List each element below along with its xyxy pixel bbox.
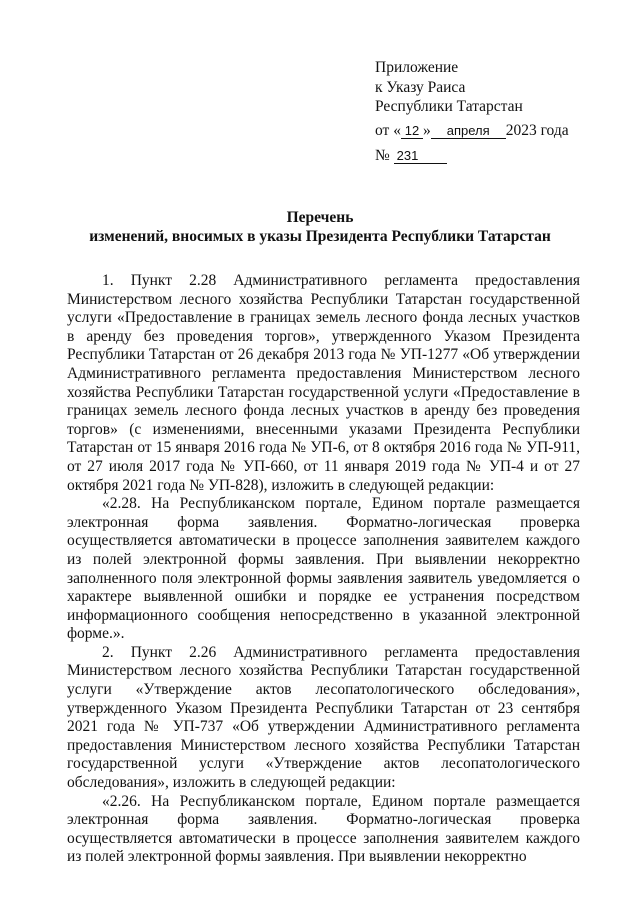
title-heading: Перечень: [286, 209, 354, 226]
document-title: [40, 208, 600, 246]
paragraph-1: 1. Пункт 2.28 Административного регламента предоставления Министерством лесного хозяйства Республики Татарстан государственной услуги «Предоставление в границах земель лесного фонда лесных участков в аренду без проведения торгов», утвержденного Указом Президента Республики Татарстан от 26 декабря 2013 года № УП-1277 «Об утверждении Административного регламента предоставления Министерством лесного хозяйства Республики Татарстан государственной услуги «Предоставление в границах земель лесного фонда лесных участков в аренду без проведения торгов» (с изменениями, внесенными указами Президента Республики Татарстан от 15 января 2016 года № УП-6, от 8 октября 2016 года № УП-911, от 27 июля 2017 года № УП-660, от 11 января 2019 года № УП-4 и от 27 октября 2021 года № УП-828), изложить в следующей редакции:: [67, 272, 580, 494]
appendix-label: Приложение: [375, 59, 459, 76]
paragraph-3: 2. Пункт 2.26 Административного регламента предоставления Министерством лесного хозяйства Республики Татарстан государственной услуги «Утверждение актов лесопатологического обследования», утвержденного Указом Президента Республики Татарстан от 23 сентября 2021 года № УП-737 «Об утверждении Административного регламента предоставления Министерством лесного хозяйства Республики Татарстан государственной услуги «Утверждение актов лесопатологического обследования», изложить в следующей редакции:: [67, 643, 580, 792]
decree-reference: к Указу Раиса: [375, 78, 466, 96]
paragraph-2: «2.28. На Республиканском портале, Едином портале размещается электронная форма заявления. Форматно-логическая проверка осуществляется автоматически в процессе заполнения заявителем каждого из полей электронной формы заявления. При выявлении некорректно заполненного поля электронной формы заявления заявитель уведомляется о характере выявленной ошибки и порядке ее устранения посредством информационного сообщения непосредственно в указанной электронной форме.».: [67, 495, 580, 643]
date-month: апреля: [431, 123, 506, 139]
appendix-header: [375, 58, 615, 117]
date-day: 12: [401, 123, 423, 139]
decree-date: [375, 121, 615, 140]
date-year: 2023 года: [505, 122, 569, 139]
number-sign: №: [375, 147, 390, 164]
decree-number: [375, 146, 615, 165]
title-subheading: изменений, вносимых в указы Президента Республики Татарстан: [89, 228, 551, 245]
paragraph-4: «2.26. На Республиканском портале, Едином портале размещается электронная форма заявления. Форматно-логическая проверка осуществляется автоматически в процессе заполнения заявителем каждого из полей электронной формы заявления. При выявлении некорректно: [67, 792, 580, 866]
document-body: [67, 272, 580, 867]
republic-name: Республики Татарстан: [375, 98, 523, 115]
date-quote: »: [422, 122, 431, 139]
date-prefix: от «: [375, 122, 401, 139]
number-value: 231: [394, 148, 447, 164]
